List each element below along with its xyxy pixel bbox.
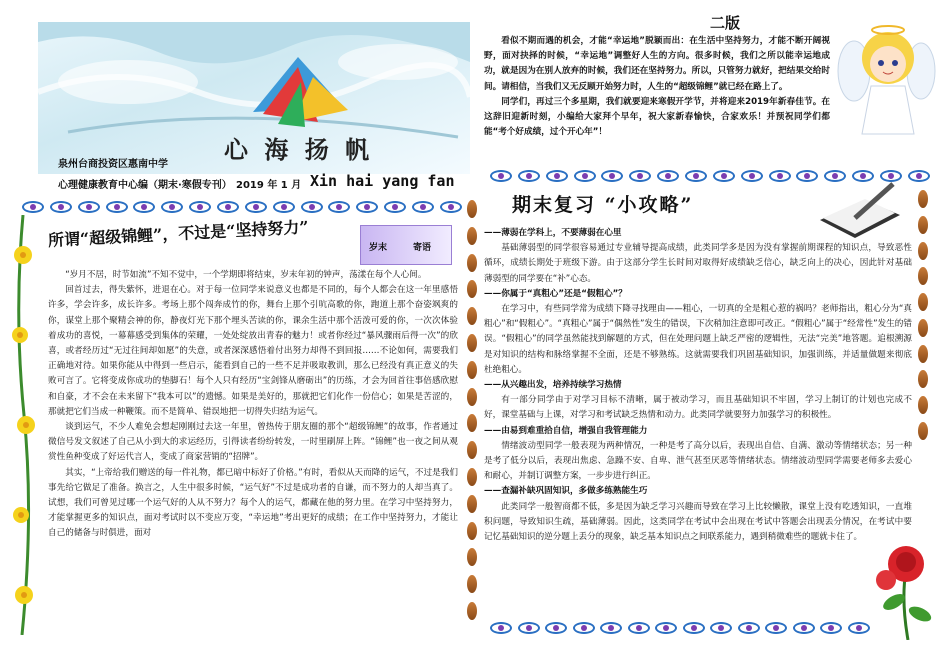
left-article-body	[48, 268, 458, 618]
section-body: 基础薄弱型的同学很容易通过专业辅导提高成绩，此类同学多是因为没有掌握前期课程的知识点，导致恶性循环，成绩长期处于班级下游。由于这部分学生长时间对取得好成绩缺乏信心，缺乏向上的决心，因此针对基础薄弱型的同学要在“补”心态。	[484, 243, 912, 284]
left-chain-border	[22, 199, 462, 215]
header-banner	[38, 22, 470, 174]
center-bead-border	[465, 200, 479, 620]
tab-left-label: 岁末	[369, 243, 388, 253]
section-title: ——查漏补缺巩固知识，多做多练熟能生巧	[484, 486, 648, 497]
page-version: 二版	[710, 14, 741, 32]
rose-icon	[866, 540, 942, 640]
section-title: ——由易到难重拾自信，增强自我管理能力	[484, 425, 648, 436]
year-end-tab	[360, 225, 452, 265]
school-name: 泉州台商投资区惠南中学	[58, 159, 168, 170]
section-title: ——你属于“真粗心”还是“假粗心”？	[484, 288, 627, 299]
right-bottom-chain-border	[490, 620, 870, 636]
pinyin-title: Xin hai yang fan	[310, 172, 455, 190]
section-body: 有一部分同学由于对学习目标不清晰，属于被动学习，而且基础知识不牢固，学习上制订的计划也完成不好，课堂基础与上课，对学习和考试缺乏热情和动力。此类同学就要努力加强学习的积极性。	[484, 395, 912, 421]
flower-icon	[6, 215, 40, 635]
section-title: ——从兴趣出发，培养持续学习热情	[484, 380, 622, 391]
left-paragraph: 其实，“上帝给我们赠送的每一件礼物，都已暗中标好了价格。”有时，看似从天而降的运气，不过是我们事先给它做足了准备。换言之，人生中很多时候，“运气好”不过是成功者的自谦，而不努力的人却当真了。试想，我们可曾见过哪一个运气好的人从不努力？每个人的运气，都藏在他的努力里。在学习中坚持努力，才能掌握更多的知识点，面对考试时以不变应万变，“幸运地”考出更好的成绩；在工作中坚持努力，才能让自己的储备与时俱进，面对	[48, 467, 458, 539]
section-title: ——薄弱在学科上，不要薄弱在心里	[484, 228, 622, 238]
review-guide-heading: 期末复习 “小攻略”	[512, 194, 694, 216]
review-guide-body	[484, 226, 912, 618]
issue-date: 2019 年 1 月	[236, 180, 302, 191]
left-paragraph: “岁月不居，时节如流”不知不觉中，一个学期即将结束，岁末年初的钟声，荡漾在每个人心间。	[65, 270, 427, 280]
tab-right-label: 寄语	[413, 243, 432, 253]
right-top-paragraph: 看似不期而遇的机会，才能“幸运地”脱颖而出：在生活中坚持努力，才能不断开阔视野，面对抉择的时候，“幸运地”调整好人生的方向。很多时候，我们之所以能幸运地成功，就是因为在别人放弃的时候，我们还在坚持努力。所以，只管努力就好，把结果交给时间。请相信，当我们又无反顾开始努力时，人生的“超级锦鲤”就已经在路上了。	[484, 36, 830, 92]
right-top-body	[484, 34, 830, 160]
angel-icon	[836, 16, 936, 146]
paper-plane-logo-icon	[243, 52, 353, 132]
right-bead-border	[916, 190, 930, 440]
left-paragraph: 回首过去，得失紫怀，进退在心。对于每一位同学来说意义也都是不同的，每个人都会在这一年里感悟许多，学会许多，成长许多。考场上那个闯奔成竹的你，舞台上那个引吭高歌的你，跑道上那个奋姿飒爽的你，谋堂上那个聚精会神的你，静夜灯光下那个埋头苦读的你，课余生活中那个活泼可爱的你，一次次体验着成功的喜悦，一幕幕感受到集体的荣耀，一处处绽放出青春的魅力！或者你经过“暴风骤雨后得一次”的欣喜，或者经历过“无过往间却如愿”的失意，或者深深感悟着付出努力却得不到回报……不论如何，需要我们正确地对待。如果你能从中得到一些启示，能看到自己的一些不足并吸取教训，那么已经没有真正意义的失败可言了。它将变成你成功的垫脚石！每个人只有经历“宝剑锋从磨砺出”的历练，才会为回首往事倍感欣慰和自豪，才不会在未来留下“我本可以”的遗憾。如果是美好的，那就把它们化作一份信心；如果是苦涩的，那就把它们当成一种鞭策。而不是简单、错误地把一切得失归结为运气。	[48, 285, 458, 417]
left-article-heading: 所谓“超级锦鲤”，不过是“坚持努力”	[47, 217, 310, 250]
section-body: 在学习中，有些同学常为成绩下降寻找理由——粗心，一切真的全是粗心惹的祸吗？老师指出，粗心分为“真粗心”和“假粗心”。“真粗心”属于“偶然性”发生的错误，下次稍加注意即可改正。“假粗心”属于“经常性”发生的错误。“假粗心”的同学虽然能找到解题的方式，但在处理问题上缺乏严密的逻辑性，无法“完美”地答题。追根溯源是对知识的结构和脉络掌握不全面，还是不够熟练。这就需要我们巩固基础知识，加强训练，并适量做题来彻底杜绝粗心。	[484, 304, 912, 375]
right-top-paragraph: 同学们，再过三个多星期，我们就要迎来寒假开学节，并将迎来2019年新春佳节。在这辞旧迎新时刻，小编给大家拜个早年，祝大家新春愉快，合家欢乐！并预祝同学们都能“考个好成绩，过个开心年”！	[484, 96, 830, 138]
newsletter-title: 心 海 扬 帆	[224, 135, 374, 164]
issue-info: 心理健康教育中心编（期末·寒假专刊）	[58, 180, 232, 191]
section-body: 此类同学一般智商都不低，多是因为缺乏学习兴趣而导致在学习上比较懒散，课堂上没有吃透知识，一直堆积问题，导致知识生疏，基础薄弱。因此，这类同学在考试中会出现在考试中答题会出现丢分情况，在考试中要记忆基础知识的逆分题上丢分的现象，缺乏基本知识点之间联系能力，遇到稍微难些的题就卡住了。	[484, 501, 912, 543]
section-body: 情绪波动型同学一般表现为两种情况，一种是考了高分以后，表现出自信、自满、激动等情绪状态；另一种是考了低分以后，表现出焦虑、急躁不安、自卑、泄气甚至厌恶等情绪状态。情绪波动型同学需要老师多去爱心和耐心，并制订调整方案，一步步进行纠正。	[484, 440, 912, 482]
left-paragraph: 谈到运气，不少人难免会想起刚刚过去这一年里，曾热传于朋友圈的那个“超级锦鲤”的故事，作者通过微信号发文叙述了自己从小到大的求运经历，引得读者纷纷转发，一时里刷屏上阵。“锦鲤”也一夜之间从观赏性鱼种变成了好运代言人，变成了商家营销的“招牌”。	[48, 422, 458, 463]
